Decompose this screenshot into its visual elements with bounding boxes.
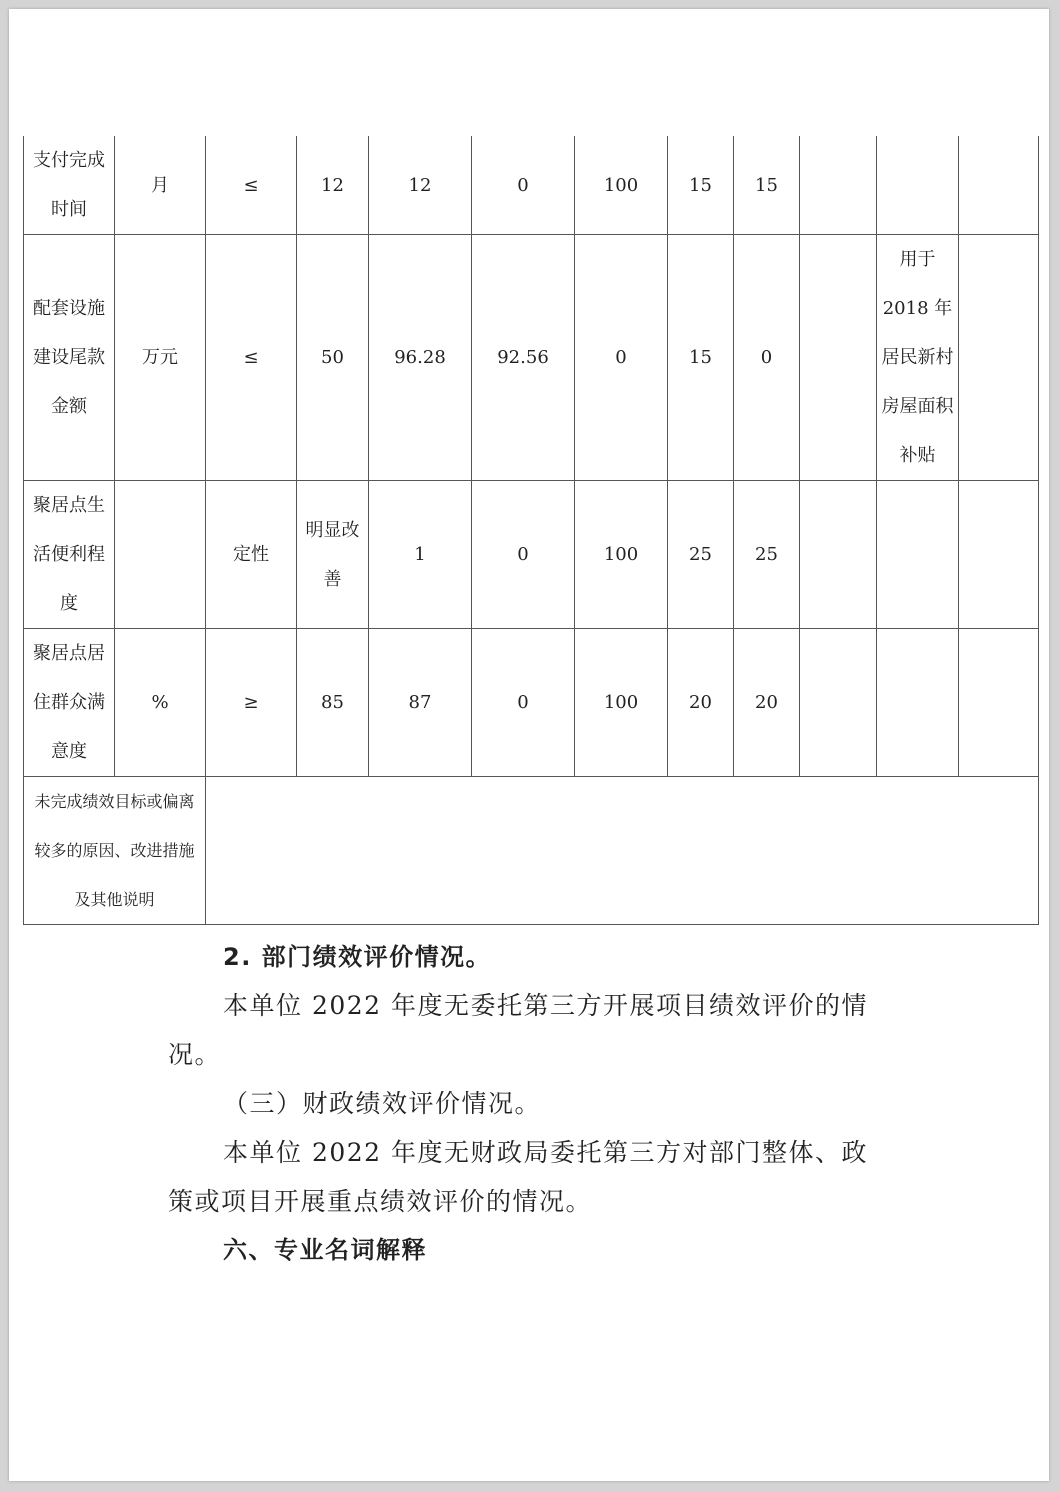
remark-label-cell: [24, 777, 206, 925]
weight-cell: 15: [668, 136, 734, 235]
operator-cell: ≤: [206, 235, 297, 481]
indicator-line: 意度: [51, 741, 87, 762]
unit-cell: %: [115, 629, 206, 777]
indicator-line: 活便利程: [33, 544, 105, 565]
blank-cell: [959, 481, 1039, 629]
para-dept-line2: 况。: [168, 1040, 222, 1069]
note-line: 2018 年: [882, 298, 953, 319]
indicator-line: 聚居点生: [33, 495, 105, 516]
score-cell: 0: [734, 235, 800, 481]
target-cell: [297, 481, 369, 629]
actual-cell: 87: [369, 629, 472, 777]
note-line: 居民新村: [881, 347, 954, 368]
note-cell: [877, 136, 959, 235]
target-cell: 12: [297, 136, 369, 235]
extra-cell: [800, 235, 877, 481]
weight-cell: 25: [668, 481, 734, 629]
para-dept-line1: 本单位 2022 年度无委托第三方开展项目绩效评价的情: [223, 991, 869, 1020]
rate-cell: 0: [575, 235, 668, 481]
indicator-line: 金额: [51, 396, 87, 417]
operator-cell: 定性: [206, 481, 297, 629]
indicator-line: 建设尾款: [33, 347, 105, 368]
table-row: [24, 136, 1039, 235]
indicator-cell: [24, 481, 115, 629]
rate-cell: 100: [575, 136, 668, 235]
score-cell: 15: [734, 136, 800, 235]
indicator-line: 时间: [51, 199, 87, 220]
blank-cell: [959, 629, 1039, 777]
note-line: 房屋面积: [881, 396, 954, 417]
operator-cell: ≤: [206, 136, 297, 235]
remark-line: 较多的原因、改进措施: [34, 841, 195, 860]
target-line: 明显改: [305, 519, 360, 541]
actual-cell: 96.28: [369, 235, 472, 481]
indicator-line: 住群众满: [33, 692, 105, 713]
remark-line: 及其他说明: [74, 890, 155, 909]
score-cell: 20: [734, 629, 800, 777]
heading-fin-evaluation: （三）财政绩效评价情况。: [223, 1089, 542, 1118]
extra-cell: [800, 136, 877, 235]
rate-cell: 100: [575, 629, 668, 777]
remark-line: 未完成绩效目标或偏离: [34, 792, 195, 811]
para-fin-line1: 本单位 2022 年度无财政局委托第三方对部门整体、政: [223, 1138, 869, 1167]
rate-cell: 100: [575, 481, 668, 629]
table-row: [24, 629, 1039, 777]
indicator-cell: [24, 136, 115, 235]
blank-cell: [959, 136, 1039, 235]
indicator-line: 配套设施: [33, 298, 105, 319]
indicator-line: 聚居点居: [33, 643, 105, 664]
note-cell: [877, 629, 959, 777]
indicator-cell: [24, 629, 115, 777]
operator-cell: ≥: [206, 629, 297, 777]
note-line: 用于: [899, 249, 936, 270]
table-row-remark: [24, 777, 1039, 925]
deviation-cell: 0: [472, 136, 575, 235]
para-fin-line2: 策或项目开展重点绩效评价的情况。: [168, 1187, 593, 1216]
indicator-line: 度: [60, 593, 78, 614]
table-row: [24, 481, 1039, 629]
remark-value-cell: [206, 777, 1039, 925]
deviation-cell: 92.56: [472, 235, 575, 481]
unit-cell: 月: [115, 136, 206, 235]
weight-cell: 20: [668, 629, 734, 777]
indicator-line: 支付完成: [33, 150, 105, 171]
actual-cell: 12: [369, 136, 472, 235]
blank-cell: [959, 235, 1039, 481]
extra-cell: [800, 481, 877, 629]
target-cell: 50: [297, 235, 369, 481]
heading-terms: 六、专业名词解释: [223, 1236, 427, 1264]
performance-table: [23, 136, 1039, 925]
weight-cell: 15: [668, 235, 734, 481]
deviation-cell: 0: [472, 629, 575, 777]
unit-cell: 万元: [115, 235, 206, 481]
heading-dept-evaluation: 2. 部门绩效评价情况。: [223, 943, 492, 971]
target-cell: 85: [297, 629, 369, 777]
note-line: 补贴: [899, 445, 936, 466]
actual-cell: 1: [369, 481, 472, 629]
note-cell: [877, 235, 959, 481]
deviation-cell: 0: [472, 481, 575, 629]
target-line: 善: [323, 568, 342, 590]
table-row: [24, 235, 1039, 481]
score-cell: 25: [734, 481, 800, 629]
indicator-cell: [24, 235, 115, 481]
note-cell: [877, 481, 959, 629]
extra-cell: [800, 629, 877, 777]
unit-cell: [115, 481, 206, 629]
